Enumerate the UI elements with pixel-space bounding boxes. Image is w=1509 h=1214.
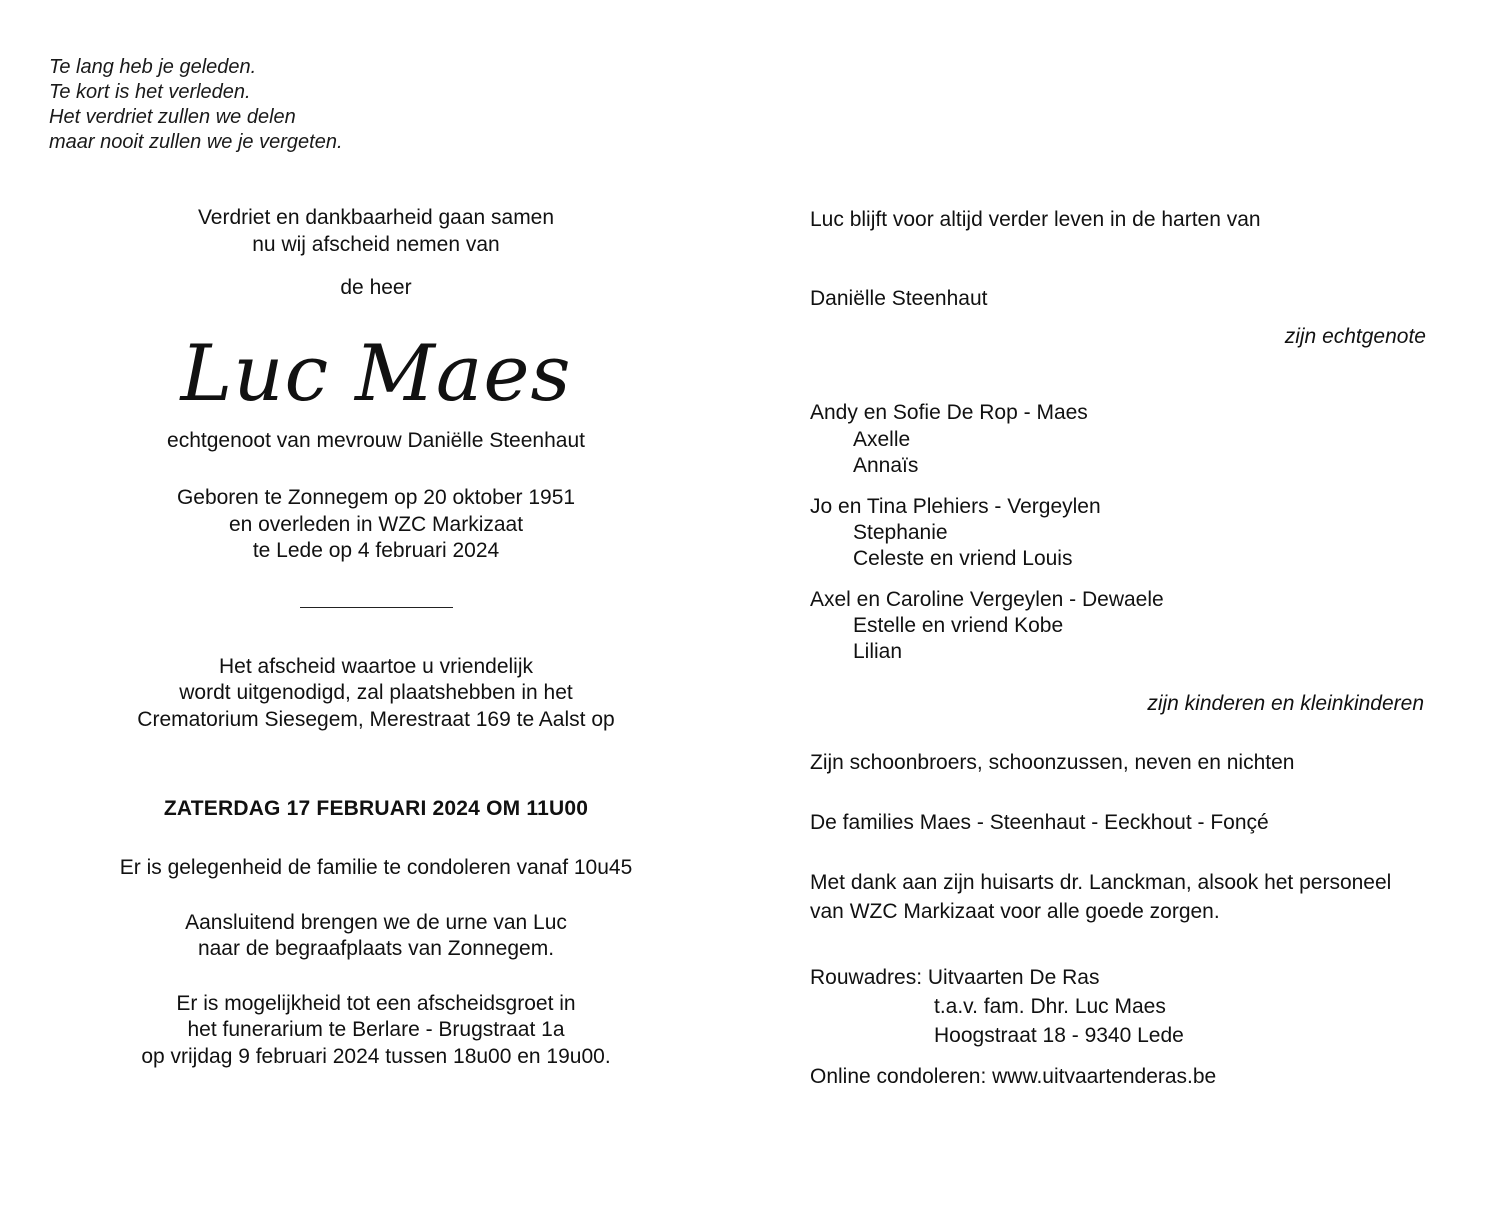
invitation-line: wordt uitgenodigd, zal plaatshebben in het — [179, 681, 573, 704]
divider-rule — [300, 607, 453, 608]
family-parents: Axel en Caroline Vergeylen - Dewaele — [810, 588, 1164, 611]
family-child: Celeste en vriend Louis — [853, 547, 1073, 570]
spouse-name: Daniëlle Steenhaut — [810, 287, 988, 310]
poem-line: Te kort is het verleden. — [49, 81, 251, 103]
farewell-line: Er is mogelijkheid tot een afscheidsgroet in — [176, 991, 576, 1015]
invitation-line: Het afscheid waartoe u vriendelijk — [219, 654, 533, 678]
birth-line: en overleden in WZC Markizaat — [228, 512, 524, 536]
address-first-line — [810, 965, 1099, 992]
address-line: Uitvaarten De Ras — [927, 966, 1100, 989]
family-child: Lilian — [853, 640, 903, 663]
address-line: Hoogstraat 18 - 9340 Lede — [934, 1024, 1184, 1047]
family-parents: Andy en Sofie De Rop - Maes — [810, 401, 1088, 424]
spouse-line: echtgenoot van mevrouw Daniëlle Steenhaut — [167, 428, 585, 452]
birth-line: Geboren te Zonnegem op 20 oktober 1951 — [176, 486, 576, 509]
birth-line: te Lede op 4 februari 2024 — [252, 539, 500, 562]
online-condolence: Online condoleren: www.uitvaartenderas.be — [810, 1065, 1217, 1088]
children-role: zijn kinderen en kleinkinderen — [1147, 692, 1424, 715]
address-line: t.a.v. fam. Dhr. Luc Maes — [934, 995, 1166, 1018]
address-label: Rouwadres: — [810, 966, 928, 989]
condolence-line: Er is gelegenheid de familie te condoleren vanaf 10u45 — [119, 856, 633, 879]
farewell-line: op vrijdag 9 februari 2024 tussen 18u00 en 19u00. — [141, 1044, 611, 1068]
family-child: Annaïs — [853, 454, 919, 477]
urn-line: naar de begraafplaats van Zonnegem. — [197, 937, 555, 960]
farewell-line: het funerarium te Berlare - Brugstraat 1a — [187, 1018, 565, 1041]
poem-line: maar nooit zullen we je vergeten. — [49, 131, 343, 153]
inlaws-line: Zijn schoonbroers, schoonzussen, neven en nichten — [810, 751, 1295, 774]
remembrance-intro: Luc blijft voor altijd verder leven in de harten van — [810, 208, 1261, 231]
spouse-role: zijn echtgenote — [1284, 325, 1426, 348]
poem — [49, 55, 343, 155]
family-parents: Jo en Tina Plehiers - Vergeylen — [810, 495, 1101, 518]
intro-line: Verdriet en dankbaarheid gaan samen — [197, 206, 555, 229]
poem-line: Het verdriet zullen we delen — [49, 106, 296, 128]
invitation-line: Crematorium Siesegem, Merestraat 169 te Aalst op — [137, 707, 615, 731]
thanks-line: van WZC Markizaat voor alle goede zorgen. — [810, 900, 1220, 923]
poem-line: Te lang heb je geleden. — [49, 56, 257, 78]
family-child: Estelle en vriend Kobe — [853, 614, 1064, 637]
family-child: Axelle — [853, 428, 911, 451]
left-column — [40, 205, 712, 1070]
family-child: Stephanie — [853, 521, 948, 544]
deceased-name: Luc Maes — [180, 328, 572, 419]
title-line: de heer — [340, 276, 412, 299]
ceremony-date: ZATERDAG 17 FEBRUARI 2024 OM 11U00 — [163, 797, 589, 820]
families-line: De families Maes - Steenhaut - Eeckhout - Fonçé — [810, 811, 1269, 834]
intro-line: nu wij afscheid nemen van — [252, 232, 500, 256]
thanks-line: Met dank aan zijn huisarts dr. Lanckman, alsook het personeel — [810, 871, 1392, 894]
urn-line: Aansluitend brengen we de urne van Luc — [185, 910, 567, 934]
